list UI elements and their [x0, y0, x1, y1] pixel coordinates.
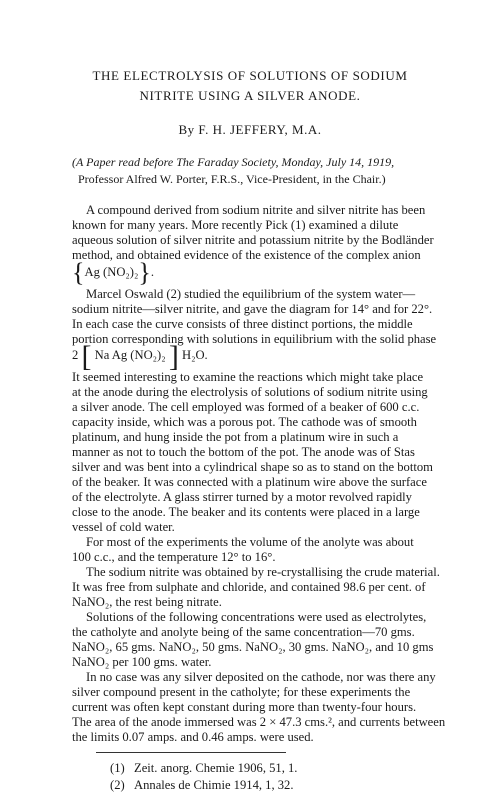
body-line: silver and was bent into a cylindrical shape so as to stand on the bottom: [72, 460, 433, 474]
footnote-number: (2): [110, 778, 125, 792]
footnote-text: Zeit. anorg. Chemie 1906, 51, 1.: [134, 761, 298, 775]
body-line: A compound derived from sodium nitrite and silver nitrite has been: [86, 203, 426, 217]
body-line: It seemed interesting to examine the reactions which might take place: [72, 370, 424, 384]
body-line: Solutions of the following concentrations were used as electrolytes,: [86, 610, 427, 624]
left-brace: {: [72, 258, 85, 287]
body-line: platinum, and hung inside the pot from a platinum wire in such a: [72, 430, 399, 444]
body-line: Marcel Oswald (2) studied the equilibrium of the system water—: [86, 287, 416, 301]
formula-text: Ag (NO₂)₂: [84, 265, 139, 279]
formula-dot: .: [150, 265, 155, 279]
body-line: at the anode during the electrolysis of solutions of sodium nitrite using: [72, 385, 428, 399]
body-line: In each case the curve consists of three distinct portions, the middle: [72, 317, 413, 331]
session-note-line-2: Professor Alfred W. Porter, F.R.S., Vice-President, in the Chair.): [78, 172, 386, 186]
footnote-2: [110, 777, 294, 793]
footnote-rule: [96, 752, 286, 753]
body-line: method, and obtained evidence of the existence of the complex anion: [72, 248, 421, 262]
right-brace: }: [138, 258, 151, 287]
formula-coefficient: 2: [72, 348, 79, 362]
body-line: vessel of cold water.: [72, 520, 175, 534]
body-line: It was free from sulphate and chloride, and contained 98.6 per cent. of: [72, 580, 426, 594]
body-line: of the electrolyte. A glass stirrer turned by a motor revolved rapidly: [72, 490, 412, 504]
body-line: current was often kept constant during more than twenty-four hours.: [72, 700, 417, 714]
body-line: a silver anode. The cell employed was formed of a beaker of 600 c.c.: [72, 400, 420, 414]
body-line: the limits 0.07 amps. and 0.46 amps. were used.: [72, 730, 314, 744]
body-line: close to the anode. The beaker and its contents were placed in a large: [72, 505, 420, 519]
title-line-2: NITRITE USING A SILVER ANODE.: [139, 88, 361, 103]
formula-inner: Na Ag (NO₂)₂: [94, 348, 166, 362]
complex-anion-formula: [72, 258, 155, 287]
body-line: aqueous solution of silver nitrite and potassium nitrite by the Bodländer: [72, 233, 434, 247]
body-line: NaNO₂ per 100 gms. water.: [72, 655, 212, 669]
author-line: By F. H. JEFFERY, M.A.: [178, 122, 322, 137]
formula-water: H₂O.: [181, 348, 208, 362]
body-line: silver compound present in the catholyte; for these experiments the: [72, 685, 411, 699]
body-line: In no case was any silver deposited on the cathode, nor was there any: [86, 670, 436, 684]
body-line: 100 c.c., and the temperature 12° to 16°.: [72, 550, 276, 564]
left-bracket: [: [81, 340, 92, 373]
body-line: The sodium nitrite was obtained by re-crystallising the crude material.: [86, 565, 440, 579]
body-line: For most of the experiments the volume of the anolyte was about: [86, 535, 414, 549]
body-line: the catholyte and anolyte being of the same concentration—70 gms.: [72, 625, 415, 639]
session-note-line-1: (A Paper read before The Faraday Society, Monday, July 14, 1919,: [72, 155, 395, 169]
right-bracket: ]: [168, 340, 179, 373]
footnote-1: [110, 760, 297, 776]
footnote-number: (1): [110, 761, 125, 775]
body-line: NaNO₂, the rest being nitrate.: [72, 595, 222, 609]
body-line: manner as not to touch the bottom of the pot. The anode was of Stas: [72, 445, 415, 459]
body-line: portion corresponding with solutions in equilibrium with the solid phase: [72, 332, 437, 346]
solid-phase-formula: [72, 340, 208, 373]
footnote-text: Annales de Chimie 1914, 1, 32.: [134, 778, 294, 792]
body-line: sodium nitrite—silver nitrite, and gave the diagram for 14° and for 22°.: [72, 302, 433, 316]
body-line: NaNO₂, 65 gms. NaNO₂, 50 gms. NaNO₂, 30 gms. NaNO₂, and 10 gms: [72, 640, 434, 654]
title-line-1: THE ELECTROLYSIS OF SOLUTIONS OF SODIUM: [92, 68, 408, 83]
body-line: The area of the anode immersed was 2 × 47.3 cms.², and currents between: [72, 715, 446, 729]
body-line: capacity inside, which was a porous pot. The cathode was of smooth: [72, 415, 417, 429]
body-line: of the beaker. It was connected with a platinum wire above the surface: [72, 475, 427, 489]
body-line: known for many years. More recently Pick (1) examined a dilute: [72, 218, 399, 232]
